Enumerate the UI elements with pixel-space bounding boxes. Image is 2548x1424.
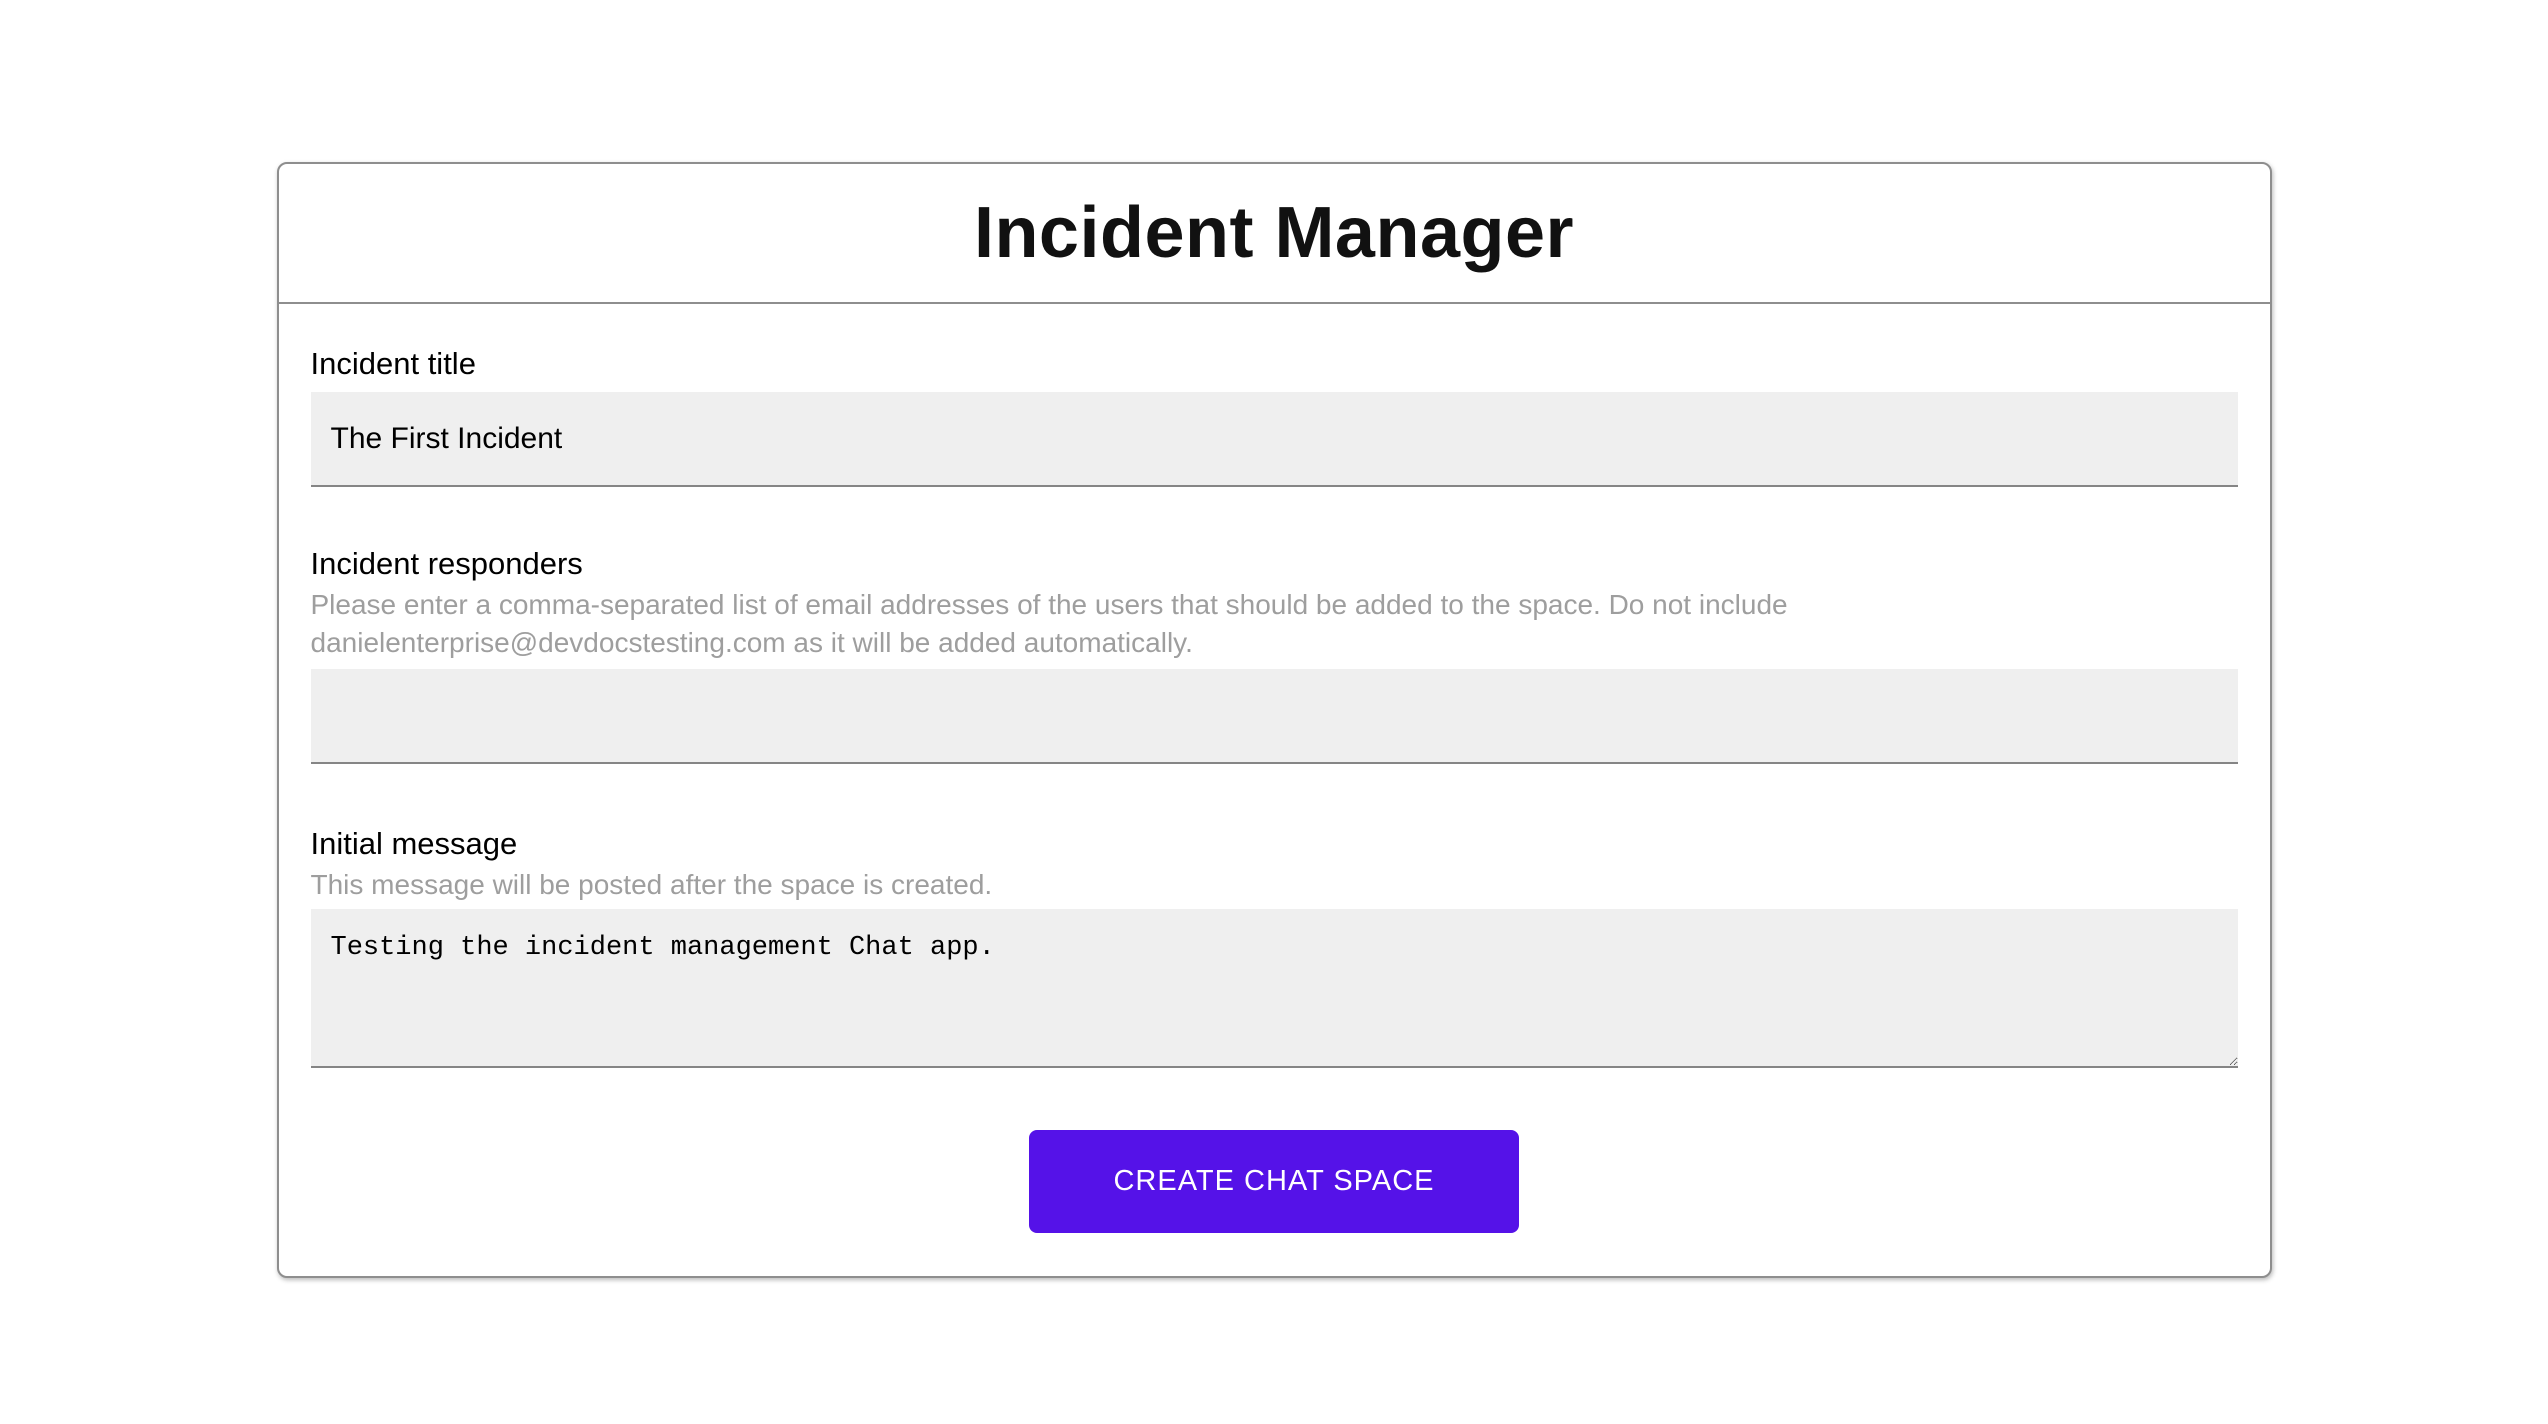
- create-chat-space-button[interactable]: CREATE CHAT SPACE: [1029, 1130, 1519, 1233]
- initial-message-label: Initial message: [310, 826, 518, 861]
- incident-responders-input[interactable]: [311, 669, 2238, 764]
- card-header: [279, 164, 2270, 304]
- incident-title-label: Incident title: [310, 346, 476, 381]
- incident-manager-card: [277, 162, 2272, 1278]
- incident-responders-label: Incident responders: [310, 546, 583, 581]
- incident-responders-description: Please enter a comma-separated list of email addresses of the users that should be added to the space. Do not include danielenterprise@devdocstesting.com as it will be added automatically.: [310, 589, 1788, 658]
- page-title: Incident Manager: [973, 193, 1575, 273]
- initial-message-textarea[interactable]: [311, 909, 2238, 1068]
- incident-form: [279, 344, 2270, 1278]
- incident-title-input[interactable]: [311, 392, 2238, 487]
- initial-message-description: This message will be posted after the space is created.: [310, 869, 993, 900]
